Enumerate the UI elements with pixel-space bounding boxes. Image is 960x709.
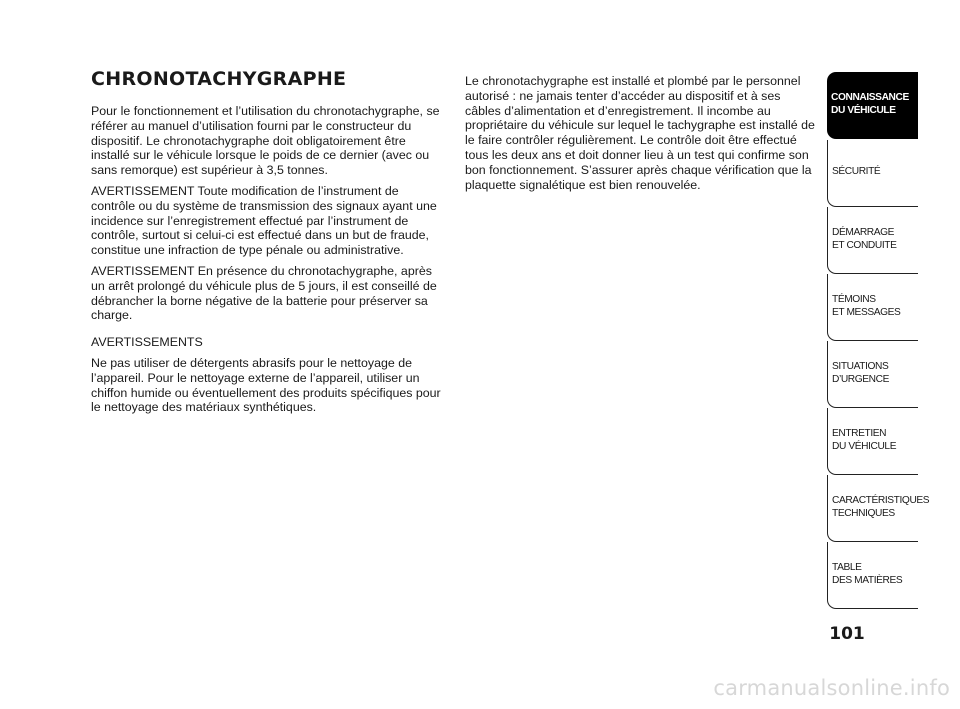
tab-caracteristiques-techniques[interactable]: CARACTÉRISTIQUES TECHNIQUES <box>827 475 918 542</box>
warnings-heading: AVERTISSEMENTS <box>91 335 203 350</box>
tab-situations-d-urgence[interactable]: SITUATIONS D’URGENCE <box>827 341 918 408</box>
tab-temoins-et-messages[interactable]: TÉMOINS ET MESSAGES <box>827 274 918 341</box>
right-column <box>465 74 815 198</box>
tab-securite[interactable]: SÉCURITÉ <box>827 140 918 207</box>
installation-paragraph: Le chronotachygraphe est installé et plombé par le personnel autorisé : ne jamais tenter d’accéder au dispositif et à ses câbles d’alimentation et d’enregistrement. Il incombe au propriétaire du véhicule sur lequel le tachygraphe est installé de le faire contrôler régulièrement. Le contrôle doit être effectué tous les deux ans et doit donner lieu à un test qui confirme son bon fonctionnement. S’assurer après chaque vérification que la plaquette signalétique est bien renouvelée. <box>465 74 815 192</box>
page-title: CHRONOTACHYGRAPHE <box>91 68 347 90</box>
watermark: carmanualsonline.info <box>713 676 950 700</box>
intro-paragraph: Pour le fonctionnement et l’utilisation du chronotachygraphe, se référer au manuel d’utilisation fourni par le constructeur du dispositif. Le chronotachygraphe doit obligatoirement être installé sur le véhicule lorsque le poids de ce dernier (avec ou sans remorque) est supérieur à 3,5 tonnes. <box>91 104 440 178</box>
left-column <box>91 68 443 421</box>
page-number: 101 <box>829 624 865 644</box>
warning-battery-paragraph: AVERTISSEMENT En présence du chronotachygraphe, après un arrêt prolongé du véhicule plus de 5 jours, il est conseillé de débrancher la borne négative de la batterie pour préserver sa charge. <box>91 263 437 323</box>
tab-entretien-du-vehicule[interactable]: ENTRETIEN DU VÉHICULE <box>827 408 918 475</box>
chapter-sidebar <box>827 72 930 609</box>
tab-table-des-matieres[interactable]: TABLE DES MATIÈRES <box>827 542 918 609</box>
tab-demarrage-et-conduite[interactable]: DÉMARRAGE ET CONDUITE <box>827 207 918 274</box>
tab-connaissance-du-vehicule[interactable]: CONNAISSANCE DU VÉHICULE <box>827 72 918 139</box>
cleaning-paragraph: Ne pas utiliser de détergents abrasifs pour le nettoyage de l’appareil. Pour le nettoyage externe de l’appareil, utiliser un chiffon humide ou éventuellement des produits spécifiques pour le nettoyage des matériaux synthétiques. <box>91 355 441 415</box>
warning-modification-paragraph: AVERTISSEMENT Toute modification de l’instrument de contrôle ou du système de transmission des signaux ayant une incidence sur l’enregistrement effectué par l’instrument de contrôle, surtout si celui-ci est effectué dans un but de fraude, constitue une infraction de type pénale ou administrative. <box>91 183 437 258</box>
